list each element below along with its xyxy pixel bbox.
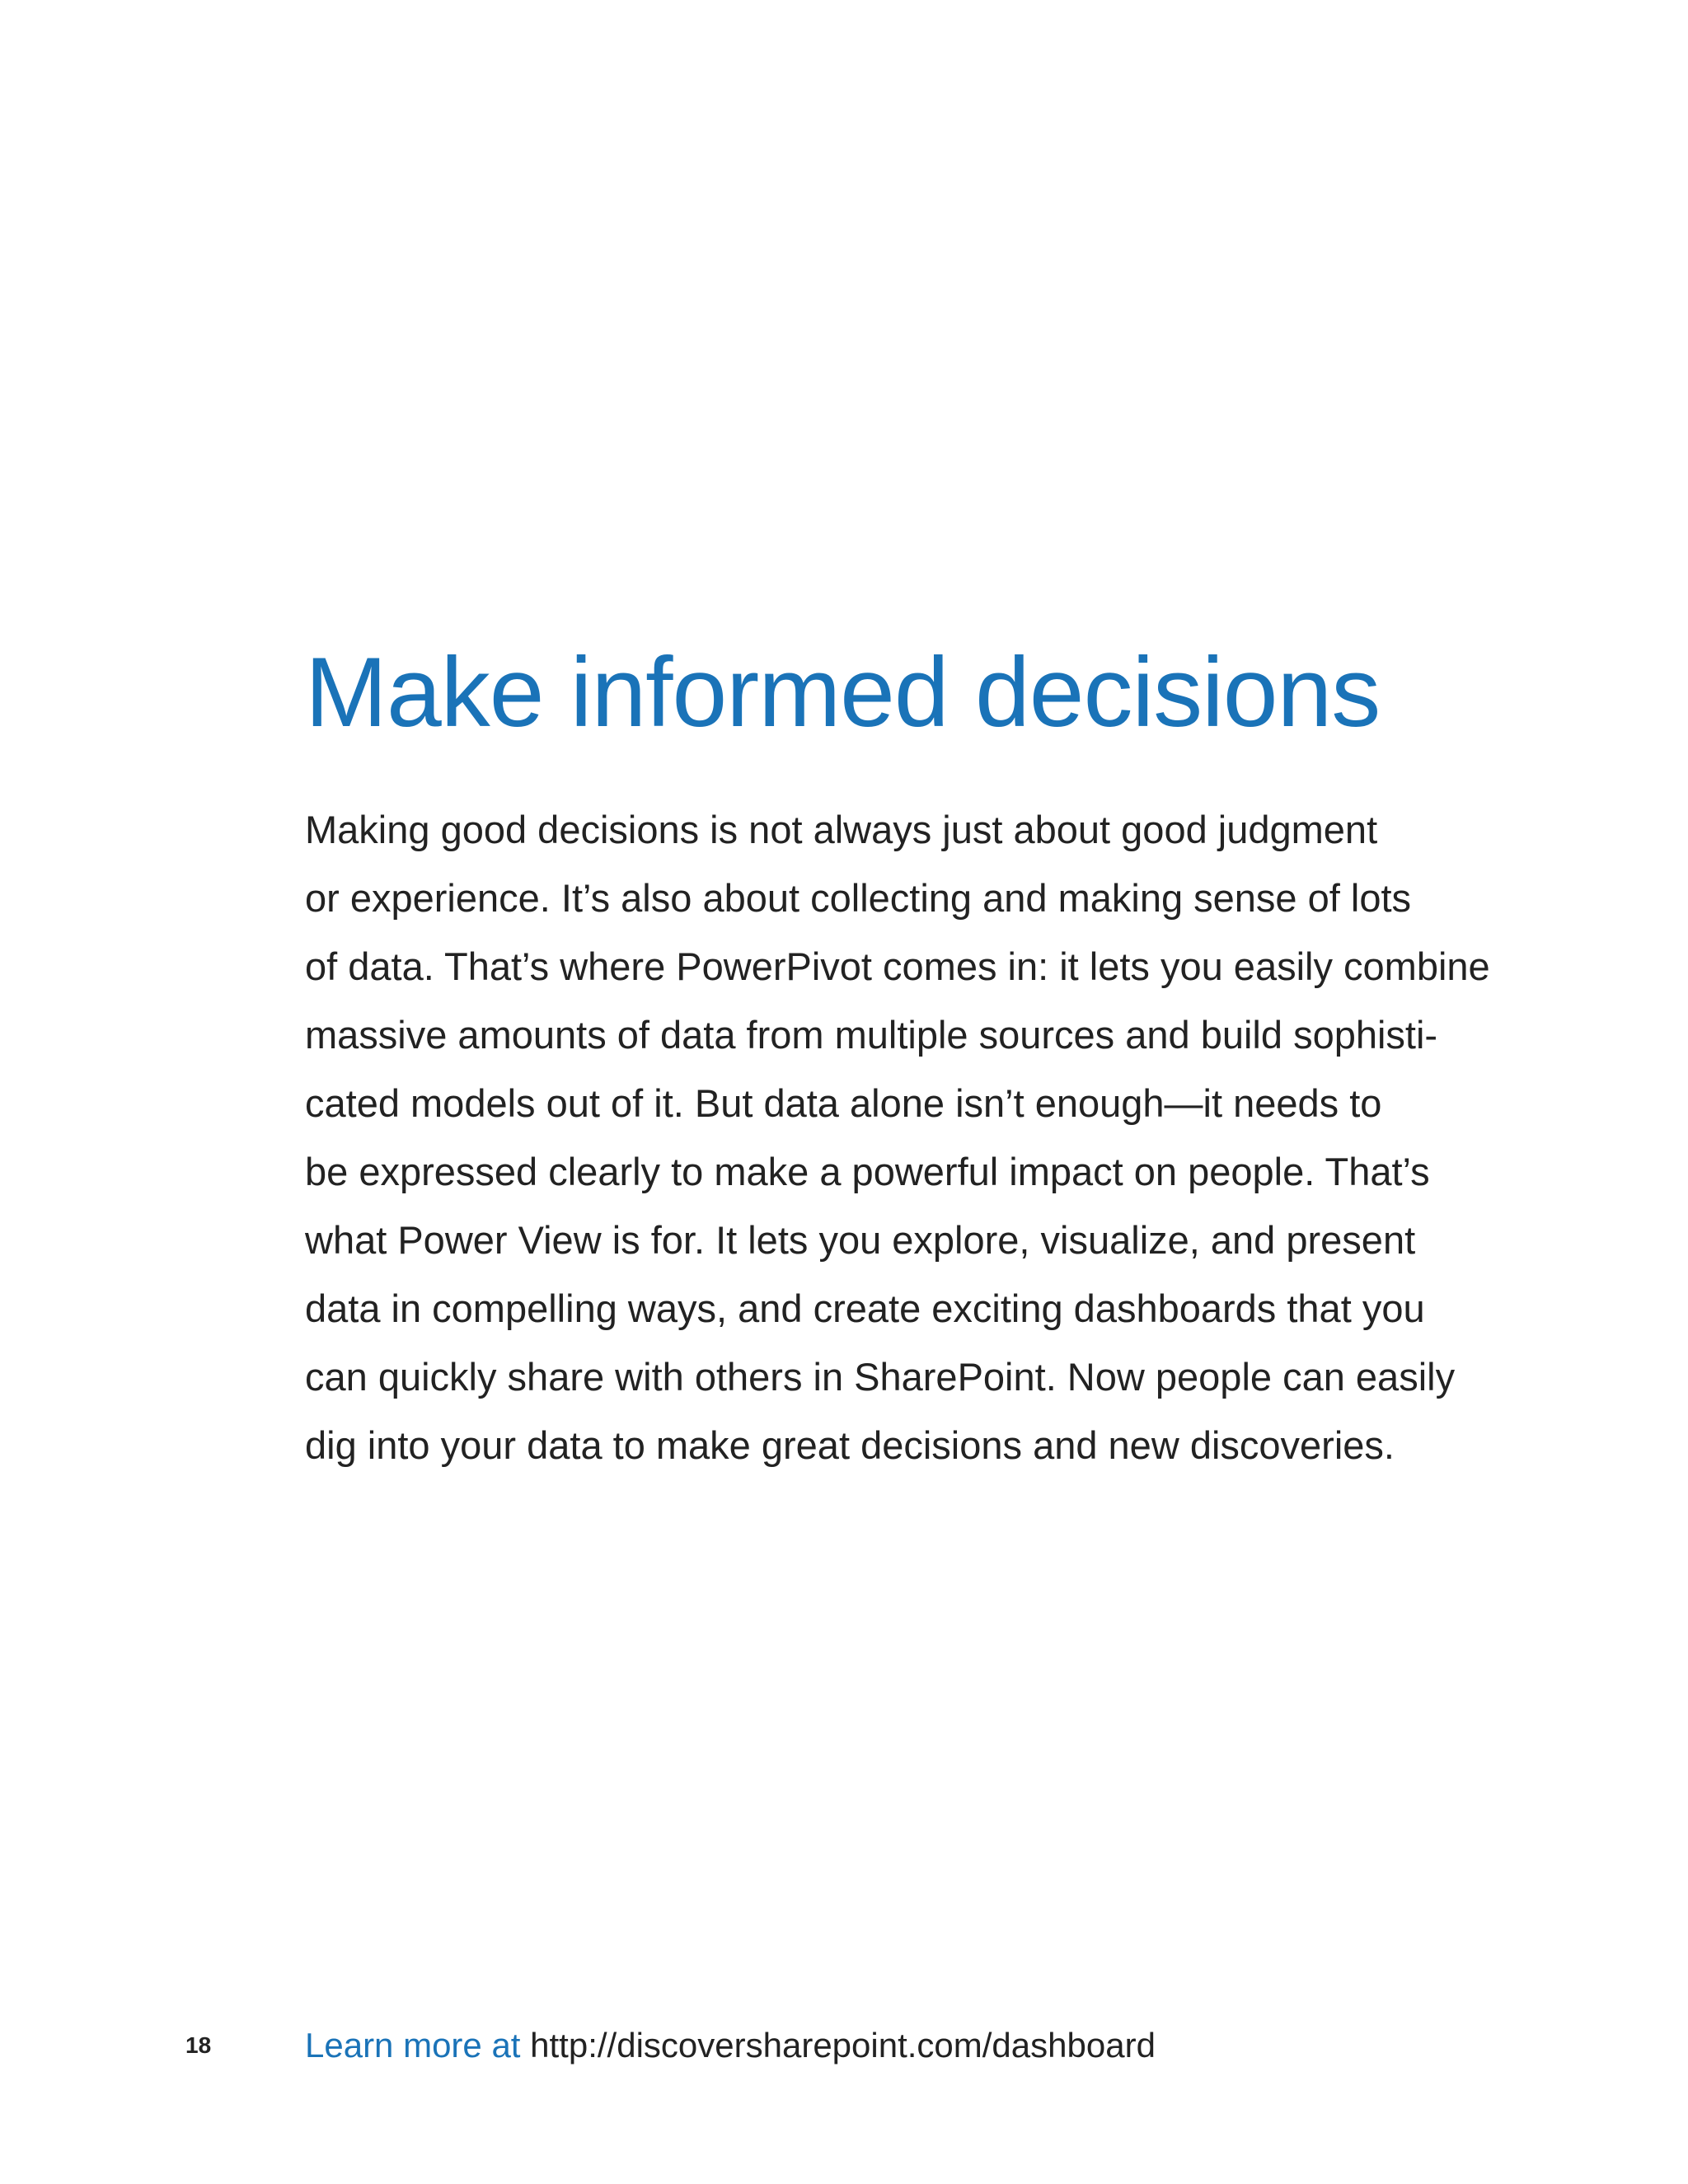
body-line: Making good decisions is not always just about good judgment bbox=[305, 808, 1378, 851]
footer-lead-text: Learn more at bbox=[305, 2026, 531, 2064]
body-line: what Power View is for. It lets you explore, visualize, and present bbox=[305, 1218, 1416, 1262]
footer-url-link[interactable]: http://discoversharepoint.com/dashboard bbox=[530, 2026, 1156, 2064]
body-line: dig into your data to make great decisions and new discoveries. bbox=[305, 1423, 1395, 1467]
body-line: be expressed clearly to make a powerful impact on people. That’s bbox=[305, 1150, 1430, 1193]
body-line: data in compelling ways, and create exciting dashboards that you bbox=[305, 1286, 1425, 1330]
page-number: 18 bbox=[185, 2032, 212, 2058]
footer-learn-more bbox=[305, 2021, 1156, 2070]
body-line: can quickly share with others in SharePoint. Now people can easily bbox=[305, 1355, 1456, 1399]
page-title: Make informed decisions bbox=[305, 637, 1381, 748]
body-line: of data. That’s where PowerPivot comes in: it lets you easily combine bbox=[305, 944, 1490, 988]
body-paragraph bbox=[305, 795, 1525, 1479]
body-line: or experience. It’s also about collecting and making sense of lots bbox=[305, 876, 1412, 920]
body-line: cated models out of it. But data alone isn’t enough—it needs to bbox=[305, 1081, 1382, 1125]
body-line: massive amounts of data from multiple sources and build sophisti- bbox=[305, 1013, 1438, 1057]
